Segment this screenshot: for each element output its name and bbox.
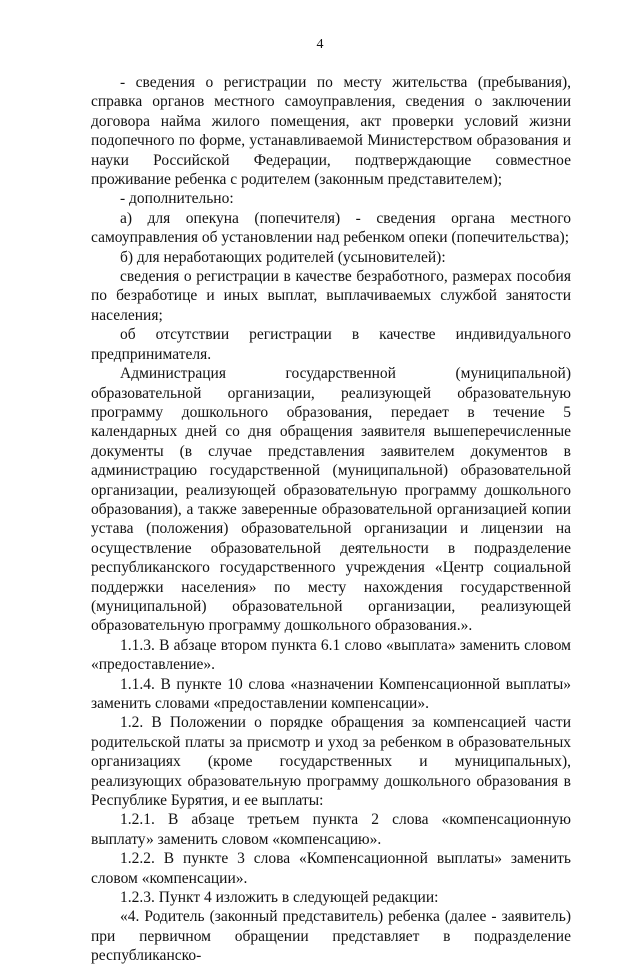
- paragraph-unemployed-parents: б) для неработающих родителей (усыновителей):: [120, 248, 446, 266]
- paragraph-1-2: 1.2. В Положении о порядке обращения за компенсацией части родительской платы за присмотр и уход за ребенком в образовательных организациях (кроме государственных и муниципальных), реализующих образовательную программу дошкольного образования в Республике Бурятия, и ее выплаты:: [91, 714, 571, 810]
- paragraph-1-2-1: 1.2.1. В абзаце третьем пункта 2 слова «компенсационную выплату» заменить словом «компенсацию».: [91, 811, 571, 848]
- page-number: 4: [316, 37, 324, 52]
- paragraph-entrepreneur: об отсутствии регистрации в качестве индивидуального предпринимателя.: [91, 326, 571, 363]
- paragraph-administration: Администрация государственной (муниципальной) образовательной организации, реализующей образовательную программу дошкольного образования, передает в течение 5 календарных дней со дня обращения заявителя вышеперечисленные документы (в случае представления заявителем документов в администрацию государственной (муниципальной) образовательной организации, реализующей образовательную программу дошкольного образования), а также заверенные образовательной организацией копии устава (положения) образовательной организации и лицензии на осуществление образовательной деятельности в подразделение республиканского государственного учреждения «Центр социальной поддержки населения» по месту нахождения государственной (муниципальной) образовательной организации, реализующей образовательную программу дошкольного образования.».: [91, 365, 571, 635]
- paragraph-point-4: «4. Родитель (законный представитель) ребенка (далее - заявитель) при первичном обращении представляет в подразделение республиканско-: [91, 908, 571, 965]
- paragraph-1-2-3: 1.2.3. Пункт 4 изложить в следующей редакции:: [120, 889, 439, 907]
- paragraph-additionally: - дополнительно:: [120, 190, 234, 208]
- paragraph-registration-info: - сведения о регистрации по месту жительства (пребывания), справка органов местного самоуправления, сведения о заключении договора найма жилого помещения, акт проверки условий жизни подопечного по форме, устанавливаемой Министерством образования и науки Российской Федерации, подтверждающие совместное проживание ребенка с родителем (законным представителем);: [91, 74, 571, 189]
- paragraph-1-2-2: 1.2.2. В пункте 3 слова «Компенсационной выплаты» заменить словом «компенсации».: [91, 850, 571, 887]
- paragraph-1-1-3: 1.1.3. В абзаце втором пункта 6.1 слово «выплата» заменить словом «предоставление».: [91, 636, 571, 674]
- paragraph-guardian: а) для опекуна (попечителя) - сведения органа местного самоуправления об установлении над ребенком опеки (попечительства);: [91, 209, 571, 247]
- paragraph-unemployment-registration: сведения о регистрации в качестве безработного, размерах пособия по безработице и иных выплат, выплачиваемых службой занятости населения;: [91, 268, 571, 324]
- document-body: [91, 73, 571, 966]
- paragraph-1-1-4: 1.1.4. В пункте 10 слова «назначении Компенсационной выплаты» заменить словами «предоставлении компенсации».: [91, 675, 571, 712]
